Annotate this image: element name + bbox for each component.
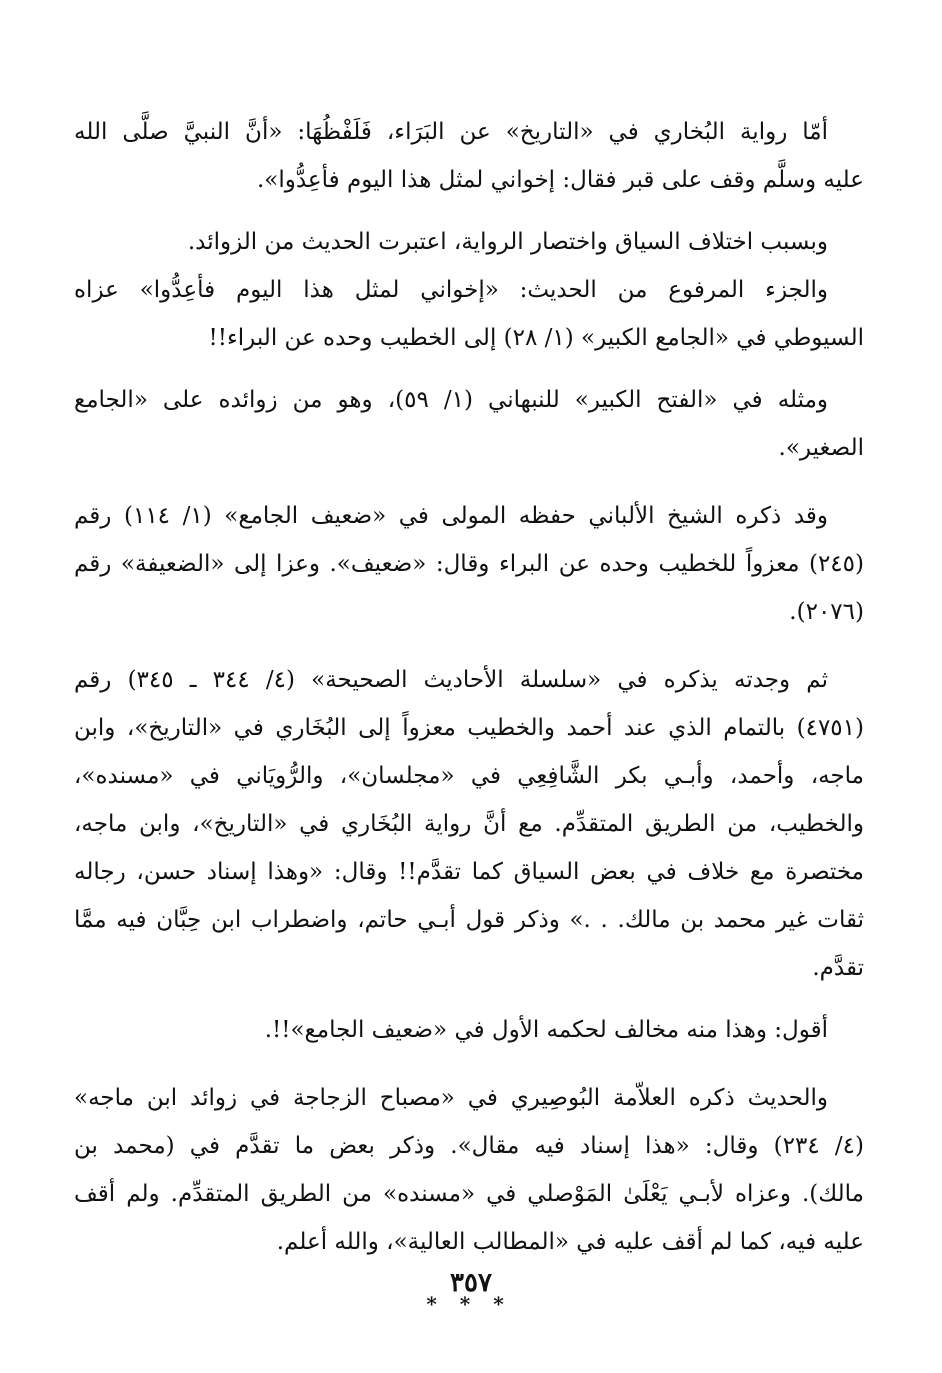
text-line: ومثله في «الفتح الكبير» للنبهاني (١/ ٥٩)، وهو من زوائده على «الجامع: [74, 387, 829, 413]
paragraph-7: [74, 1006, 864, 1054]
paragraph-1: [74, 108, 864, 204]
section-separator: * * *: [426, 1292, 512, 1316]
text-line: (٢٠٧٦).: [789, 599, 864, 625]
text-line: مالك). وعزاه لأبـي يَعْلَىٰ المَوْصلي في «مسنده» من الطريق المتقدِّم. ولم أقف: [74, 1181, 864, 1207]
paragraph-5: [74, 492, 864, 636]
paragraph-2: [74, 218, 864, 266]
text-line: وقد ذكره الشيخ الألباني حفظه المولى في «ضعيف الجامع» (١/ ١١٤) رقم: [74, 503, 829, 529]
text-line: والخطيب، من الطريق المتقدِّم. مع أنَّ رواية البُخَاري في «التاريخ»، وابن ماجه،: [74, 811, 864, 837]
paragraph-4: [74, 376, 864, 472]
text-line: والجزء المرفوع من الحديث: «إخواني لمثل هذا اليوم فأعِدُّوا» عزاه: [74, 277, 828, 303]
text-line: (٤/ ٢٣٤) وقال: «هذا إسناد فيه مقال». وذكر بعض ما تقدَّم في (محمد بن: [74, 1133, 864, 1159]
page-body: [74, 108, 864, 1324]
text-line: أقول: وهذا منه مخالف لحكمه الأول في «ضعيف الجامع»!!.: [264, 1017, 828, 1043]
text-line: والحديث ذكره العلاّمة البُوصِيري في «مصباح الزجاجة في زوائد ابن ماجه»: [74, 1085, 828, 1111]
paragraph-6: [74, 656, 864, 992]
text-line: وبسبب اختلاف السياق واختصار الرواية، اعتبرت الحديث من الزوائد.: [187, 229, 828, 255]
text-line: الصغير».: [778, 435, 864, 461]
text-line: تقدَّم.: [812, 955, 864, 981]
page-number: ٣٥٧: [450, 1268, 492, 1298]
text-line: (٢٤٥) معزواً للخطيب وحده عن البراء وقال: «ضعيف». وعزا إلى «الضعيفة» رقم: [74, 551, 864, 577]
text-line: السيوطي في «الجامع الكبير» (١/ ٢٨) إلى الخطيب وحده عن البراء!!: [208, 325, 864, 351]
text-line: عليه وسلَّم وقف على قبر فقال: إخواني لمثل هذا اليوم فأعِدُّوا».: [256, 167, 864, 193]
text-line: أمّا رواية البُخاري في «التاريخ» عن البَرَاء، فَلَفْظُهَا: «أنَّ النبيَّ صلَّى الله: [74, 119, 828, 145]
paragraph-3: [74, 266, 864, 362]
text-line: مختصرة مع خلاف في بعض السياق كما تقدَّم!! وقال: «وهذا إسناد حسن، رجاله: [74, 859, 864, 885]
paragraph-8: [74, 1074, 864, 1266]
text-line: ماجه، وأحمد، وأبـي بكر الشَّافِعِي في «مجلسان»، والرُّويَاني في «مسنده»،: [74, 763, 864, 789]
text-line: عليه فيه، كما لم أقف عليه في «المطالب العالية»، والله أعلم.: [276, 1229, 864, 1255]
text-line: (٤٧٥١) بالتمام الذي عند أحمد والخطيب معزواً إلى البُخَاري في «التاريخ»، وابن: [74, 715, 864, 741]
text-line: ثقات غير محمد بن مالك. . .» وذكر قول أبـي حاتم، واضطراب ابن حِبَّان فيه ممَّا: [74, 907, 864, 933]
text-line: ثم وجدته يذكره في «سلسلة الأحاديث الصحيحة» (٤/ ٣٤٤ ـ ٣٤٥) رقم: [74, 667, 828, 693]
